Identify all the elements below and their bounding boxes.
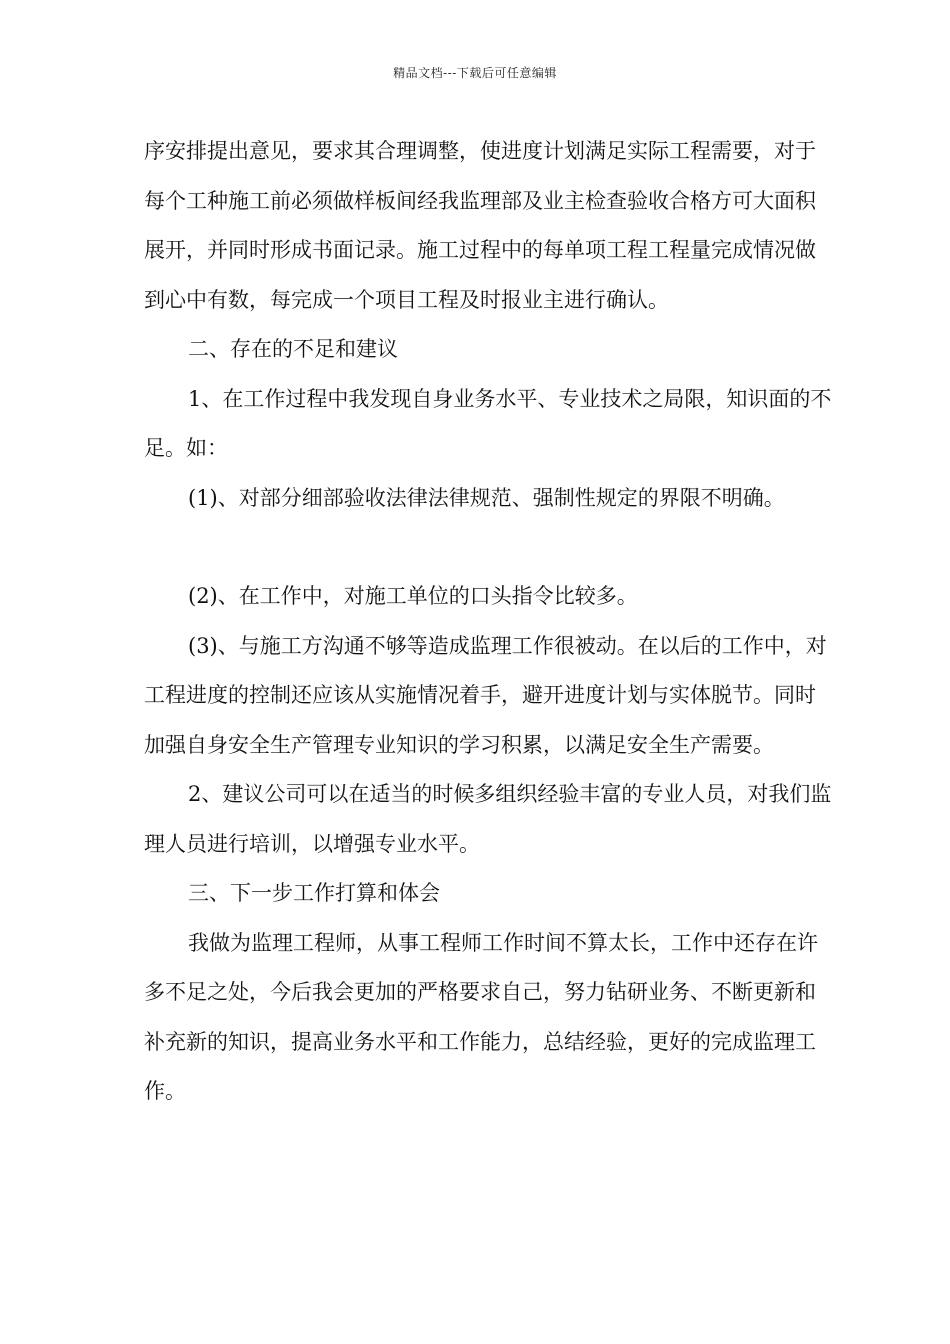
section-heading-next-steps: 三、下一步工作打算和体会 <box>188 881 440 905</box>
paragraph-closing: 我做为监理工程师，从事工程师工作时间不算太长，工作中还存在许多不足之处，今后我会更加的严格要求自己，努力钻研业务、不断更新和补充新的知识，提高业务水平和工作能力，总结经验，更好的完成监理工作。 <box>144 930 818 1103</box>
page-header: 精品文档---下载后可任意编辑 <box>393 66 557 80</box>
paragraph-item-1: 1、在工作过程中我发现自身业务水平、专业技术之局限，知识面的不足。如： <box>144 386 832 460</box>
paragraph-item-2: 2、建议公司可以在适当的时候多组织经验丰富的专业人员，对我们监理人员进行培训，以增强专业水平。 <box>144 782 832 856</box>
paragraph-subitem-2: (2)、在工作中，对施工单位的口头指令比较多。 <box>188 584 638 608</box>
paragraph-subitem-1: (1)、对部分细部验收法律法律规范、强制性规定的界限不明确。 <box>188 485 785 510</box>
paragraph-subitem-3: (3)、与施工方沟通不够等造成监理工作很被动。在以后的工作中，对工程进度的控制还应该从实施情况着手，避开进度计划与实体脱节。同时加强自身安全生产管理专业知识的学习积累，以满足安全生产需要。 <box>144 633 827 757</box>
paragraph-continuation: 序安排提出意见，要求其合理调整，使进度计划满足实际工程需要，对于每个工种施工前必须做样板间经我监理部及业主检查验收合格方可大面积展开，并同时形成书面记录。施工过程中的每单项工程工程量完成情况做到心中有数，每完成一个项目工程及时报业主进行确认。 <box>144 139 816 312</box>
blank-line <box>144 523 834 572</box>
section-heading-shortcomings: 二、存在的不足和建议 <box>188 337 398 361</box>
document-body <box>144 127 834 1117</box>
